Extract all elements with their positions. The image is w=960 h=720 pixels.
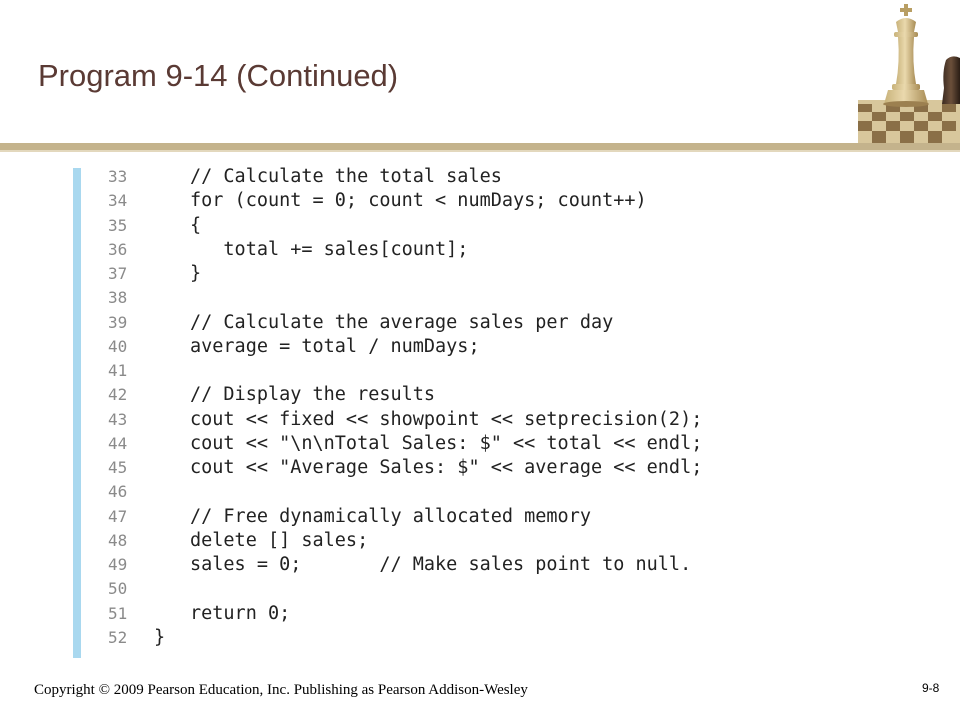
code-line (108, 165, 702, 189)
code-line (108, 408, 702, 432)
code-line (108, 286, 702, 310)
code-text: { (190, 214, 202, 236)
line-number: 45 (108, 458, 128, 477)
code-text: cout << "\n\nTotal Sales: $" << total << endl; (190, 432, 703, 454)
code-text: sales = 0; // Make sales point to null. (190, 554, 692, 575)
line-number: 48 (108, 530, 128, 550)
code-line (108, 456, 702, 480)
chess-king-icon (858, 0, 960, 145)
code-text: // Calculate the total sales (190, 166, 502, 187)
line-number: 34 (108, 191, 128, 211)
code-line (108, 432, 702, 456)
line-number: 38 (108, 288, 128, 308)
code-line (108, 335, 702, 359)
line-number: 42 (108, 385, 128, 405)
line-number: 47 (108, 506, 128, 526)
line-number: 33 (108, 167, 128, 186)
code-text: average = total / numDays; (190, 335, 480, 357)
line-number: 36 (108, 239, 128, 259)
code-text: total += sales[count]; (190, 238, 469, 260)
line-number: 37 (108, 264, 128, 283)
line-number: 41 (108, 361, 128, 380)
code-line (108, 238, 702, 262)
code-line (108, 359, 702, 383)
code-margin-bar (73, 168, 81, 658)
title-divider (0, 143, 960, 150)
line-number: 50 (108, 579, 128, 599)
copyright-notice: Copyright © 2009 Pearson Education, Inc. Publishing as Pearson Addison-Wesley (34, 682, 528, 698)
line-number: 39 (108, 312, 128, 332)
code-line (108, 553, 702, 577)
code-text: for (count = 0; count < numDays; count++) (190, 190, 647, 212)
code-text: delete [] sales; (190, 529, 369, 551)
code-text: // Calculate the average sales per day (190, 311, 614, 333)
code-line (108, 383, 702, 407)
code-text: // Free dynamically allocated memory (190, 505, 591, 527)
line-number: 44 (108, 433, 128, 453)
code-line (108, 529, 702, 553)
code-line (108, 262, 702, 286)
line-number: 43 (108, 409, 128, 429)
title-divider-shadow (0, 150, 960, 152)
code-line (108, 602, 702, 626)
page-number: 9-8 (922, 681, 940, 695)
code-line (108, 577, 702, 601)
code-line (108, 480, 702, 504)
line-number: 35 (108, 215, 128, 235)
code-line (108, 189, 702, 213)
code-line (108, 214, 702, 238)
line-number: 52 (108, 627, 128, 647)
code-listing (108, 165, 702, 650)
code-line (108, 505, 702, 529)
code-text: } (190, 263, 202, 284)
code-text: return 0; (190, 602, 291, 624)
code-text: cout << "Average Sales: $" << average << endl; (190, 457, 703, 478)
code-text: cout << fixed << showpoint << setprecision(2); (190, 408, 703, 430)
line-number: 46 (108, 482, 128, 502)
line-number: 51 (108, 603, 128, 623)
slide-title: Program 9-14 (Continued) (38, 58, 399, 93)
code-line (108, 626, 702, 650)
code-text: // Display the results (190, 384, 436, 406)
code-text: } (154, 626, 166, 648)
line-number: 49 (108, 555, 128, 574)
code-line (108, 311, 702, 335)
line-number: 40 (108, 336, 128, 356)
